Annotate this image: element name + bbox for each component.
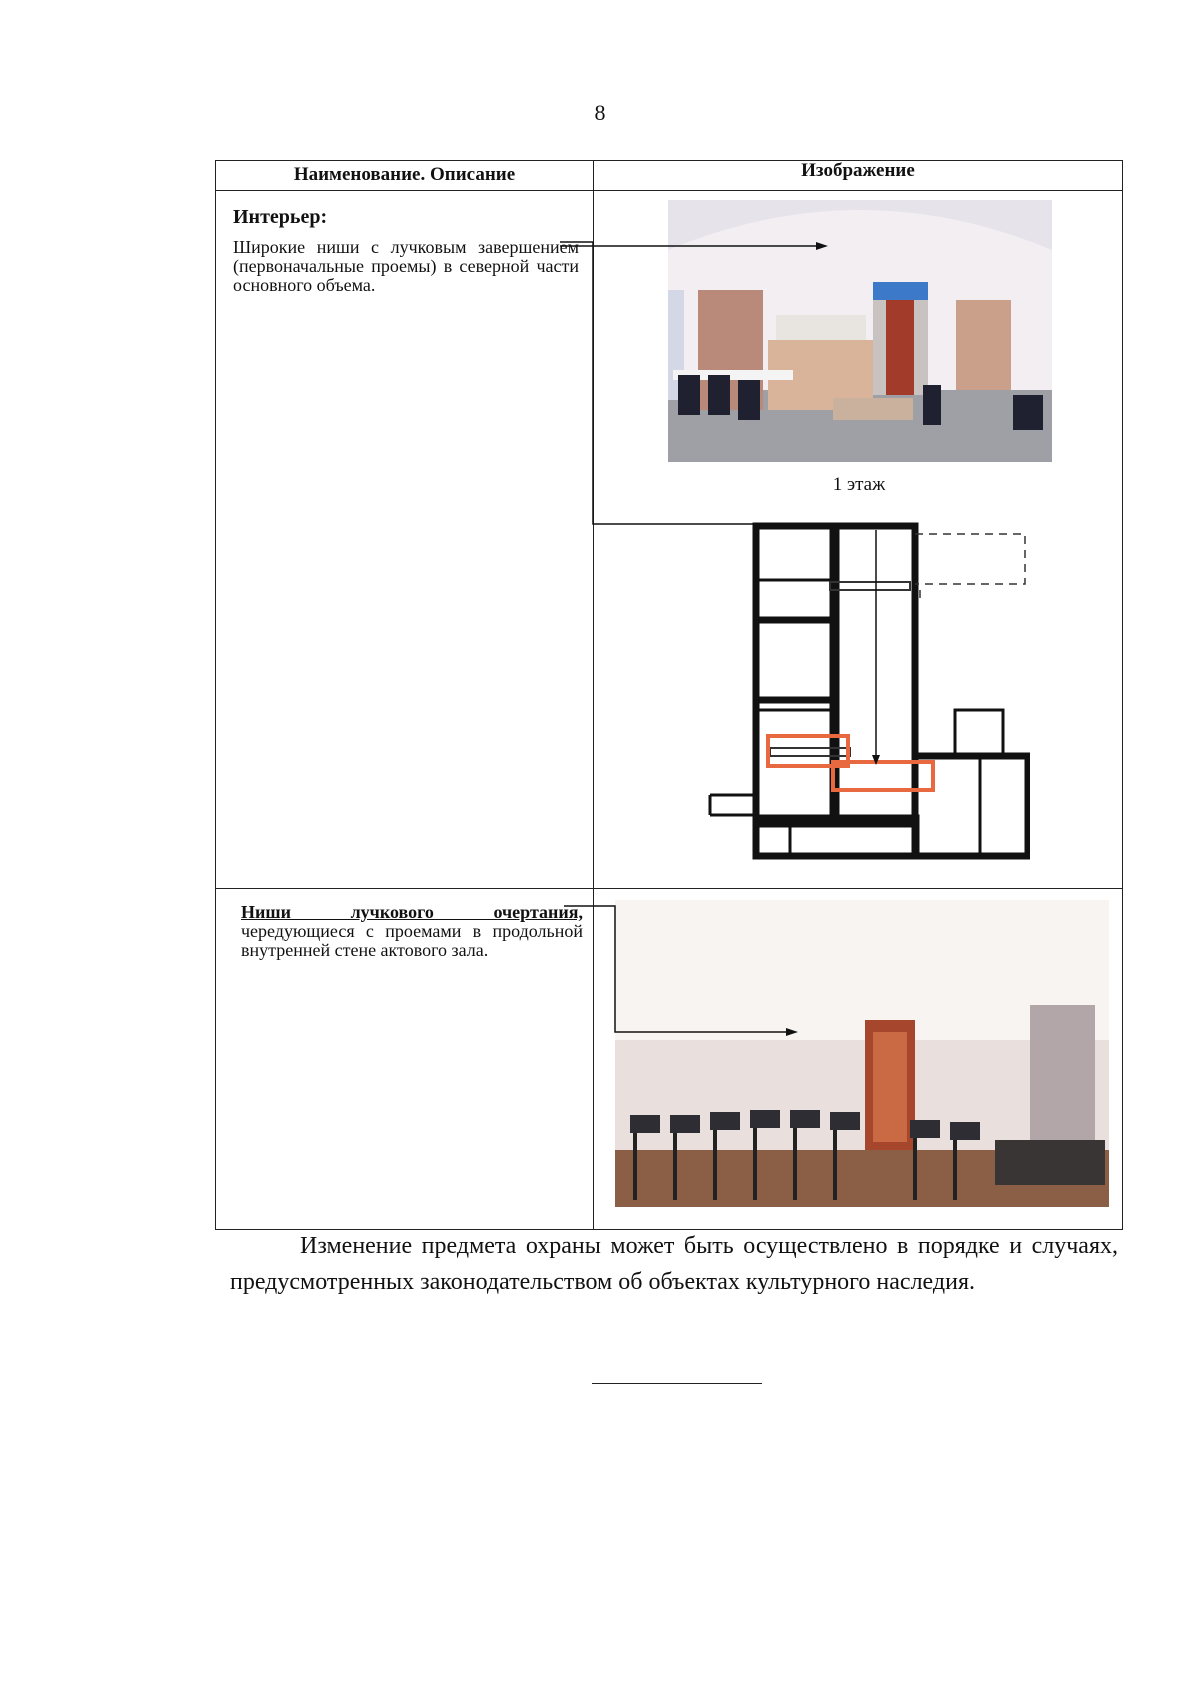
header-divider <box>215 190 1123 191</box>
row2-description-block <box>241 903 583 960</box>
floor-caption: 1 этаж <box>832 474 886 495</box>
header-name-description: Наименование. Описание <box>293 164 516 185</box>
row2-leader-arrow <box>560 900 800 1040</box>
header-image: Изображение <box>801 160 915 181</box>
row-divider <box>215 888 1123 889</box>
row1-title: Интерьер: <box>233 206 328 228</box>
row1-leader-arrow <box>560 240 920 540</box>
row2-title: Ниши лучкового очертания, <box>241 902 583 922</box>
end-rule <box>592 1383 762 1384</box>
row1-description: Широкие ниши с лучковым завершением (первоначальные проемы) в северной части основного объема. <box>233 237 579 295</box>
closing-paragraph: Изменение предмета охраны может быть осуществлено в порядке и случаях, предусмотренных законодательством об объектах культурного наследия. <box>230 1233 1118 1295</box>
page-number: 8 <box>594 100 606 125</box>
row2-description: чередующиеся с проемами в продольной внутренней стене актового зала. <box>241 921 583 960</box>
floor-plan-1-floor <box>690 520 1030 870</box>
